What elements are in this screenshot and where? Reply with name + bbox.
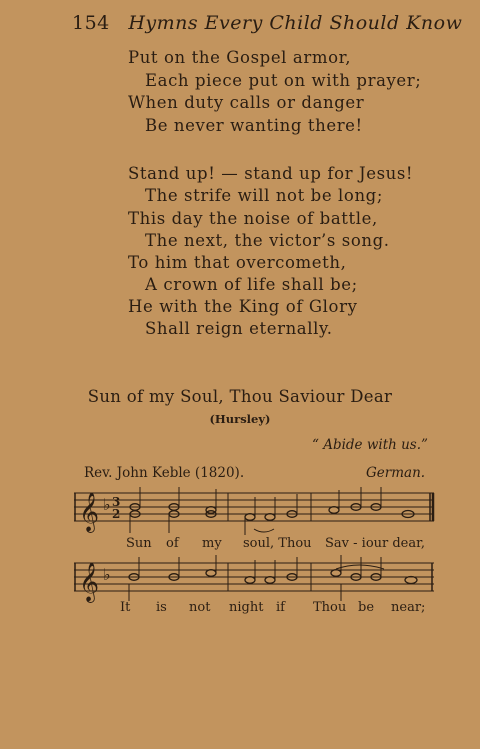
note <box>405 577 417 584</box>
note <box>206 570 216 577</box>
lyric-syllable: It <box>120 600 131 615</box>
verse-line: The strife will not be long; <box>145 186 383 205</box>
flat-icon: ♭ <box>103 495 111 514</box>
lyric-syllable: night <box>229 600 264 615</box>
lyric-syllable: my <box>202 536 222 551</box>
tune-name: (Hursley) <box>209 412 271 426</box>
lyric-syllable: Sav - iour dear, <box>325 536 426 551</box>
verse-line: Put on the Gospel armor, <box>128 48 352 67</box>
lyric-syllable: soul, Thou <box>243 536 312 551</box>
lyric-syllable: is <box>156 600 167 615</box>
hymn-title: Sun of my Soul, Thou Saviour Dear <box>87 387 393 406</box>
music-staff-2 <box>74 555 436 603</box>
treble-clef-icon: 𝄞 <box>79 492 100 532</box>
verse-line: To him that overcometh, <box>128 253 347 272</box>
time-signature-top: 3 <box>112 495 121 509</box>
lyric-syllable: Sun <box>126 536 152 551</box>
lyric-syllable: be <box>358 600 375 615</box>
time-signature-bottom: 2 <box>112 507 121 521</box>
verse-line: He with the King of Glory <box>128 297 358 316</box>
verse-line: Be never wanting there! <box>145 116 363 135</box>
music-staff-1 <box>74 485 436 537</box>
flat-icon: ♭ <box>103 565 111 584</box>
lyric-syllable: not <box>189 600 211 615</box>
book-title: Hymns Every Child Should Know <box>128 12 463 34</box>
note <box>329 507 339 514</box>
treble-clef-icon: 𝄞 <box>79 562 100 602</box>
hymn-author: Rev. John Keble (1820). <box>84 465 245 481</box>
verse-line: Stand up! — stand up for Jesus! <box>128 164 414 183</box>
verse-line: This day the noise of battle, <box>128 209 378 228</box>
note <box>206 507 216 514</box>
page-header <box>72 12 462 34</box>
note <box>331 570 341 577</box>
slur <box>254 529 274 532</box>
verse-line: Each piece put on with prayer; <box>145 71 422 90</box>
verse-line: When duty calls or danger <box>128 93 365 112</box>
lyric-syllable: Thou <box>313 600 347 615</box>
lyric-syllable: near; <box>391 600 426 615</box>
note <box>245 514 255 521</box>
verse-line: A crown of life shall be; <box>145 275 358 294</box>
lyric-syllable: if <box>276 600 285 615</box>
note <box>265 577 275 584</box>
page-number: 154 <box>72 12 110 34</box>
verse-line: Shall reign eternally. <box>145 319 333 338</box>
hymn-motto: “ Abide with us.” <box>312 437 428 453</box>
slur <box>336 565 384 569</box>
hymn-composer: German. <box>366 465 426 481</box>
note <box>265 514 275 521</box>
lyric-syllable: of <box>166 536 179 551</box>
verse-line: The next, the victor’s song. <box>145 231 390 250</box>
note <box>245 577 255 584</box>
